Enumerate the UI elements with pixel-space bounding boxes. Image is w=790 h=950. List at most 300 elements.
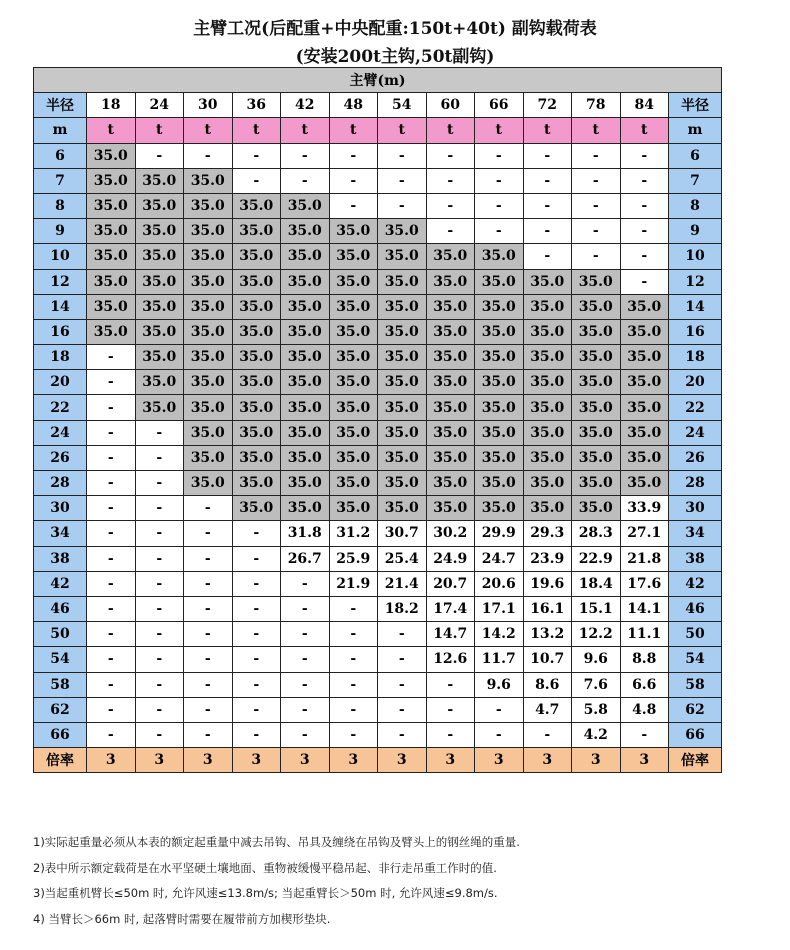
load-cell: 25.9	[329, 546, 378, 571]
load-cell: 35.0	[329, 370, 378, 395]
load-cell: 8.8	[620, 647, 669, 672]
load-cell: -	[184, 596, 233, 621]
load-cell: 14.1	[620, 596, 669, 621]
load-cell: 28.3	[572, 521, 621, 546]
load-cell: 35.0	[620, 471, 669, 496]
load-cell: 35.0	[572, 496, 621, 521]
rate-label-right: 倍率	[669, 748, 722, 773]
radius-cell-left: 14	[34, 294, 87, 319]
load-cell: 35.0	[620, 420, 669, 445]
radius-cell-left: 34	[34, 521, 87, 546]
load-cell: 35.0	[232, 294, 281, 319]
load-cell: -	[135, 496, 184, 521]
load-cell: 24.9	[426, 546, 475, 571]
page-subtitle: (安装200t主钩,50t副钩)	[295, 47, 495, 67]
radius-label-right: 半径	[669, 93, 722, 118]
load-cell: -	[281, 672, 330, 697]
radius-cell-right: 18	[669, 345, 722, 370]
load-unit-cell: t	[475, 118, 524, 143]
load-cell: -	[232, 672, 281, 697]
load-cell: -	[87, 697, 136, 722]
load-cell: -	[87, 345, 136, 370]
load-cell: 24.7	[475, 546, 524, 571]
load-cell: -	[378, 672, 427, 697]
load-cell: -	[281, 168, 330, 193]
load-cell: 35.0	[426, 345, 475, 370]
radius-cell-right: 7	[669, 168, 722, 193]
load-cell: -	[135, 420, 184, 445]
load-cell: -	[232, 143, 281, 168]
load-cell: -	[426, 219, 475, 244]
load-cell: 35.0	[184, 193, 233, 218]
load-cell: 35.0	[378, 395, 427, 420]
radius-cell-left: 6	[34, 143, 87, 168]
load-cell: -	[184, 546, 233, 571]
load-cell: -	[378, 647, 427, 672]
radius-cell-left: 20	[34, 370, 87, 395]
radius-cell-right: 9	[669, 219, 722, 244]
load-cell: -	[184, 722, 233, 747]
load-cell: 35.0	[378, 345, 427, 370]
table-row	[34, 370, 722, 395]
load-unit-cell: t	[281, 118, 330, 143]
load-cell: 29.9	[475, 521, 524, 546]
load-cell: 35.0	[232, 395, 281, 420]
load-cell: -	[281, 722, 330, 747]
load-cell: 35.0	[87, 168, 136, 193]
radius-cell-left: 10	[34, 244, 87, 269]
load-cell: 35.0	[426, 294, 475, 319]
load-cell: 35.0	[475, 420, 524, 445]
load-cell: 35.0	[281, 269, 330, 294]
load-cell: 35.0	[87, 319, 136, 344]
load-cell: -	[135, 546, 184, 571]
load-cell: 11.1	[620, 622, 669, 647]
load-cell: 6.6	[620, 672, 669, 697]
load-cell: -	[281, 596, 330, 621]
load-cell: 35.0	[329, 319, 378, 344]
load-cell: -	[329, 193, 378, 218]
load-cell: 12.6	[426, 647, 475, 672]
radius-cell-left: 58	[34, 672, 87, 697]
load-cell: 17.6	[620, 571, 669, 596]
load-cell: 35.0	[426, 319, 475, 344]
load-cell: -	[232, 722, 281, 747]
load-cell: 35.0	[232, 445, 281, 470]
load-cell: 4.8	[620, 697, 669, 722]
load-cell: 30.7	[378, 521, 427, 546]
load-cell: 35.0	[232, 496, 281, 521]
load-cell: 35.0	[378, 219, 427, 244]
load-cell: 35.0	[184, 269, 233, 294]
radius-cell-right: 54	[669, 647, 722, 672]
unit-row	[34, 118, 722, 143]
load-cell: 33.9	[620, 496, 669, 521]
notes	[33, 830, 773, 932]
boom-length-cell: 48	[329, 93, 378, 118]
load-unit-cell: t	[87, 118, 136, 143]
load-cell: 35.0	[620, 445, 669, 470]
load-cell: 29.3	[523, 521, 572, 546]
note-item: 4) 当臂长＞66m 时, 起落臂时需要在履带前方加楔形垫块.	[33, 911, 331, 926]
boom-header-row	[34, 68, 722, 93]
boom-length-cell: 72	[523, 93, 572, 118]
load-cell: -	[426, 143, 475, 168]
boom-length-cell: 54	[378, 93, 427, 118]
load-cell: -	[475, 143, 524, 168]
load-cell: -	[135, 647, 184, 672]
load-cell: 35.0	[184, 395, 233, 420]
load-cell: 35.0	[281, 244, 330, 269]
load-cell: -	[87, 420, 136, 445]
load-cell: 35.0	[184, 471, 233, 496]
radius-cell-right: 58	[669, 672, 722, 697]
load-cell: -	[475, 193, 524, 218]
table-row	[34, 420, 722, 445]
load-cell: 35.0	[378, 471, 427, 496]
load-cell: -	[572, 168, 621, 193]
load-cell: 35.0	[135, 244, 184, 269]
load-cell: -	[232, 697, 281, 722]
load-cell: 20.7	[426, 571, 475, 596]
load-cell: -	[329, 722, 378, 747]
boom-length-cell: 18	[87, 93, 136, 118]
rate-cell: 3	[329, 748, 378, 773]
radius-cell-left: 8	[34, 193, 87, 218]
load-cell: -	[135, 622, 184, 647]
load-unit-cell: t	[426, 118, 475, 143]
load-cell: 35.0	[523, 496, 572, 521]
load-cell: 7.6	[572, 672, 621, 697]
load-cell: 5.8	[572, 697, 621, 722]
load-cell: -	[232, 571, 281, 596]
load-unit-cell: t	[523, 118, 572, 143]
radius-cell-left: 24	[34, 420, 87, 445]
boom-length-cell: 24	[135, 93, 184, 118]
load-cell: 35.0	[232, 244, 281, 269]
load-cell: -	[135, 521, 184, 546]
radius-cell-left: 54	[34, 647, 87, 672]
load-cell: -	[329, 143, 378, 168]
boom-length-cell: 66	[475, 93, 524, 118]
load-cell: 35.0	[281, 345, 330, 370]
radius-cell-right: 42	[669, 571, 722, 596]
load-cell: 35.0	[523, 395, 572, 420]
radius-unit-left: m	[34, 118, 87, 143]
load-unit-cell: t	[232, 118, 281, 143]
rate-cell: 3	[475, 748, 524, 773]
load-cell: -	[135, 571, 184, 596]
load-cell: 35.0	[523, 294, 572, 319]
load-cell: 35.0	[475, 370, 524, 395]
load-cell: 18.4	[572, 571, 621, 596]
load-cell: -	[378, 193, 427, 218]
load-cell: 35.0	[523, 471, 572, 496]
load-cell: 15.1	[572, 596, 621, 621]
load-cell: 30.2	[426, 521, 475, 546]
load-cell: -	[475, 697, 524, 722]
load-cell: 31.8	[281, 521, 330, 546]
load-cell: 35.0	[523, 370, 572, 395]
radius-unit-right: m	[669, 118, 722, 143]
load-cell: 35.0	[135, 219, 184, 244]
load-cell: -	[523, 244, 572, 269]
radius-cell-right: 50	[669, 622, 722, 647]
load-cell: 35.0	[426, 269, 475, 294]
load-cell: 35.0	[572, 445, 621, 470]
boom-length-cell: 36	[232, 93, 281, 118]
load-cell: 35.0	[135, 345, 184, 370]
load-cell: 17.1	[475, 596, 524, 621]
load-cell: 35.0	[572, 420, 621, 445]
load-cell: -	[378, 143, 427, 168]
load-cell: -	[184, 143, 233, 168]
radius-cell-left: 30	[34, 496, 87, 521]
load-cell: -	[329, 168, 378, 193]
load-cell: 35.0	[232, 345, 281, 370]
load-cell: -	[475, 168, 524, 193]
load-cell: 14.7	[426, 622, 475, 647]
load-cell: -	[620, 269, 669, 294]
load-cell: -	[281, 622, 330, 647]
table-row	[34, 219, 722, 244]
load-cell: 35.0	[475, 471, 524, 496]
radius-cell-left: 16	[34, 319, 87, 344]
load-cell: 35.0	[184, 319, 233, 344]
load-cell: 35.0	[232, 471, 281, 496]
load-cell: 35.0	[329, 395, 378, 420]
load-cell: -	[87, 370, 136, 395]
load-cell: 21.9	[329, 571, 378, 596]
table-row	[34, 471, 722, 496]
load-cell: 35.0	[87, 244, 136, 269]
load-cell: -	[378, 168, 427, 193]
boom-length-cell: 30	[184, 93, 233, 118]
load-cell: -	[232, 168, 281, 193]
load-cell: 35.0	[184, 445, 233, 470]
load-cell: 35.0	[572, 319, 621, 344]
table-row	[34, 521, 722, 546]
radius-cell-left: 38	[34, 546, 87, 571]
load-cell: -	[523, 168, 572, 193]
load-cell: 35.0	[426, 370, 475, 395]
load-cell: -	[620, 143, 669, 168]
load-cell: 25.4	[378, 546, 427, 571]
load-cell: 18.2	[378, 596, 427, 621]
load-cell: 35.0	[329, 244, 378, 269]
load-cell: 13.2	[523, 622, 572, 647]
load-cell: -	[329, 596, 378, 621]
load-cell: -	[87, 647, 136, 672]
radius-cell-right: 14	[669, 294, 722, 319]
load-cell: -	[184, 571, 233, 596]
load-cell: 35.0	[475, 445, 524, 470]
load-cell: -	[426, 193, 475, 218]
load-cell: 19.6	[523, 571, 572, 596]
load-cell: -	[87, 571, 136, 596]
load-cell: 35.0	[523, 345, 572, 370]
radius-label-left: 半径	[34, 93, 87, 118]
load-cell: 26.7	[281, 546, 330, 571]
radius-cell-right: 26	[669, 445, 722, 470]
load-cell: 35.0	[475, 269, 524, 294]
load-unit-cell: t	[620, 118, 669, 143]
boom-length-row	[34, 93, 722, 118]
page-title: 主臂工况(后配重+中央配重:150t+40t) 副钩载荷表	[193, 19, 597, 39]
load-cell: -	[135, 722, 184, 747]
load-cell: 35.0	[620, 370, 669, 395]
load-cell: 35.0	[184, 244, 233, 269]
rate-cell: 3	[135, 748, 184, 773]
load-cell: 35.0	[426, 471, 475, 496]
load-cell: 35.0	[281, 445, 330, 470]
load-cell: 35.0	[281, 193, 330, 218]
load-cell: -	[87, 496, 136, 521]
load-cell: 35.0	[281, 496, 330, 521]
load-cell: 35.0	[572, 395, 621, 420]
load-cell: 35.0	[329, 345, 378, 370]
load-cell: 10.7	[523, 647, 572, 672]
load-cell: 35.0	[523, 420, 572, 445]
load-cell: -	[184, 622, 233, 647]
load-unit-cell: t	[572, 118, 621, 143]
radius-cell-right: 12	[669, 269, 722, 294]
table-row	[34, 496, 722, 521]
radius-cell-right: 6	[669, 143, 722, 168]
load-cell: -	[426, 722, 475, 747]
load-cell: 21.4	[378, 571, 427, 596]
load-cell: -	[572, 193, 621, 218]
load-cell: -	[232, 622, 281, 647]
load-cell: -	[281, 571, 330, 596]
load-cell: -	[523, 722, 572, 747]
rate-cell: 3	[572, 748, 621, 773]
load-cell: 35.0	[329, 496, 378, 521]
load-cell: 20.6	[475, 571, 524, 596]
radius-cell-right: 38	[669, 546, 722, 571]
table-row	[34, 244, 722, 269]
note-item: 1)实际起重量必须从本表的额定起重量中减去吊钩、吊具及缠绕在吊钩及臂头上的钢丝绳的重量.	[33, 835, 520, 849]
load-cell: -	[87, 622, 136, 647]
load-cell: 35.0	[523, 445, 572, 470]
load-cell: -	[184, 697, 233, 722]
rate-cell: 3	[87, 748, 136, 773]
rate-cell: 3	[426, 748, 475, 773]
load-cell: 35.0	[184, 345, 233, 370]
load-cell: 35.0	[475, 294, 524, 319]
load-cell: 35.0	[232, 319, 281, 344]
boom-length-header: 主臂(m)	[34, 68, 722, 93]
load-cell: 35.0	[87, 219, 136, 244]
load-cell: 35.0	[281, 370, 330, 395]
load-values	[34, 143, 722, 748]
load-cell: -	[426, 168, 475, 193]
load-cell: -	[620, 244, 669, 269]
load-cell: 35.0	[232, 193, 281, 218]
table-row	[34, 294, 722, 319]
load-cell: 9.6	[475, 672, 524, 697]
radius-cell-right: 8	[669, 193, 722, 218]
radius-cell-right: 30	[669, 496, 722, 521]
load-cell: 35.0	[620, 294, 669, 319]
table-row	[34, 622, 722, 647]
reeving-rate-row	[34, 748, 722, 773]
load-cell: 35.0	[329, 445, 378, 470]
load-cell: 35.0	[620, 319, 669, 344]
table-row	[34, 722, 722, 747]
load-cell: -	[135, 672, 184, 697]
load-cell: 8.6	[523, 672, 572, 697]
load-cell: -	[620, 193, 669, 218]
table-row	[34, 647, 722, 672]
load-cell: 21.8	[620, 546, 669, 571]
load-cell: -	[620, 722, 669, 747]
note-item: 3)当起重机臂长≤50m 时, 允许风速≤13.8m/s; 当起重臂长＞50m 时, 允许风速≤9.8m/s.	[33, 886, 498, 900]
load-cell: 35.0	[184, 219, 233, 244]
load-cell: -	[426, 697, 475, 722]
load-cell: -	[620, 168, 669, 193]
load-cell: -	[184, 521, 233, 546]
load-cell: 35.0	[232, 420, 281, 445]
boom-length-cell: 60	[426, 93, 475, 118]
load-cell: 35.0	[475, 395, 524, 420]
radius-cell-right: 46	[669, 596, 722, 621]
load-cell: 35.0	[572, 269, 621, 294]
load-cell: 14.2	[475, 622, 524, 647]
radius-cell-right: 10	[669, 244, 722, 269]
load-cell: 35.0	[329, 471, 378, 496]
radius-cell-right: 28	[669, 471, 722, 496]
radius-cell-right: 24	[669, 420, 722, 445]
radius-cell-left: 62	[34, 697, 87, 722]
table-row	[34, 672, 722, 697]
load-cell: 35.0	[475, 496, 524, 521]
table-row	[34, 697, 722, 722]
load-cell: -	[426, 672, 475, 697]
table-row	[34, 168, 722, 193]
load-cell: 35.0	[329, 294, 378, 319]
load-cell: -	[329, 697, 378, 722]
load-cell: 35.0	[523, 269, 572, 294]
load-cell: 35.0	[378, 496, 427, 521]
load-cell: 35.0	[135, 395, 184, 420]
radius-cell-left: 46	[34, 596, 87, 621]
load-cell: 35.0	[426, 420, 475, 445]
load-cell: 4.7	[523, 697, 572, 722]
load-cell: 35.0	[572, 370, 621, 395]
load-cell: -	[329, 647, 378, 672]
load-cell: 35.0	[87, 294, 136, 319]
load-cell: 12.2	[572, 622, 621, 647]
load-cell: 35.0	[426, 395, 475, 420]
load-cell: 35.0	[572, 345, 621, 370]
load-cell: -	[475, 219, 524, 244]
load-cell: 35.0	[378, 370, 427, 395]
load-cell: 35.0	[184, 294, 233, 319]
load-cell: 35.0	[184, 168, 233, 193]
load-cell: 35.0	[378, 319, 427, 344]
load-cell: 35.0	[378, 244, 427, 269]
load-unit-cell: t	[135, 118, 184, 143]
load-cell: -	[281, 143, 330, 168]
load-cell: 35.0	[281, 395, 330, 420]
load-cell: -	[572, 244, 621, 269]
radius-cell-right: 62	[669, 697, 722, 722]
table-row	[34, 571, 722, 596]
rate-cell: 3	[620, 748, 669, 773]
load-cell: 35.0	[475, 244, 524, 269]
load-cell: -	[232, 546, 281, 571]
